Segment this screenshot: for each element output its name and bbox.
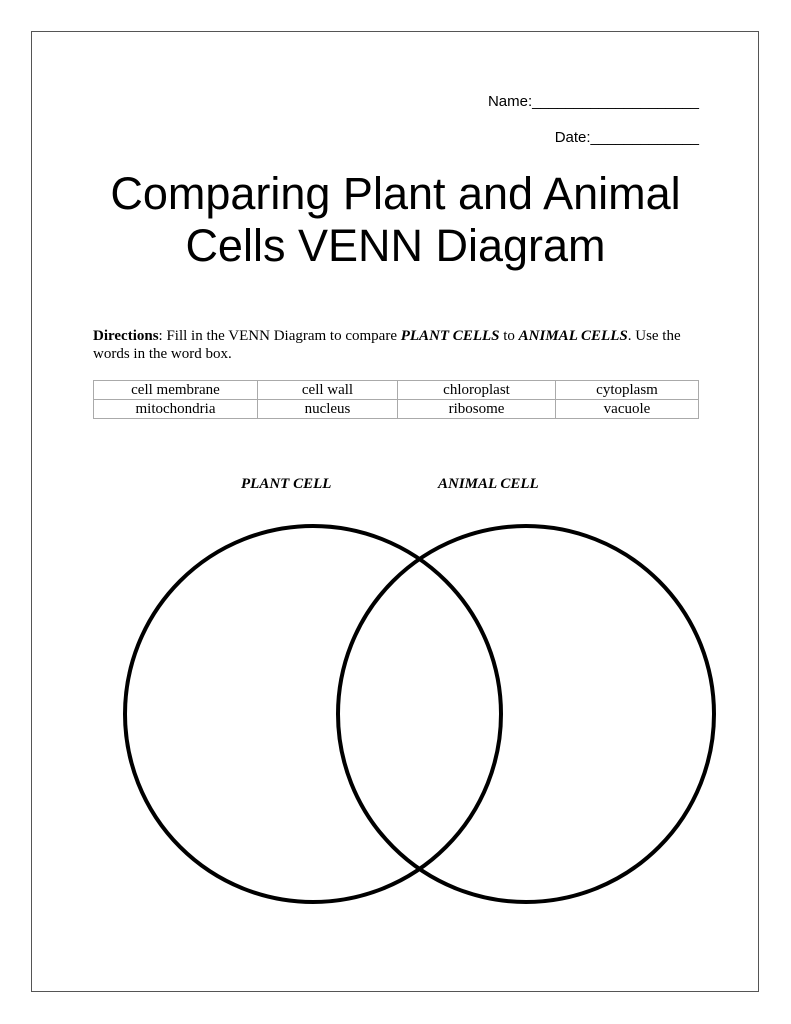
directions-text-2: to [499,328,519,344]
word-cell: chloroplast [398,381,556,400]
word-cell: cell membrane [94,381,258,400]
title-line-2: Cells VENN Diagram [185,220,606,271]
word-cell: ribosome [398,400,556,419]
plant-cell-circle [125,526,501,902]
date-field[interactable]: Date:_____________ [554,129,699,146]
directions-text-1: : Fill in the VENN Diagram to compare [158,328,401,344]
name-field[interactable]: Name:____________________ [487,93,699,110]
word-cell: nucleus [258,400,398,419]
directions-plant: PLANT CELLS [400,328,500,344]
word-cell: vacuole [556,400,699,419]
directions-label: Directions [93,328,159,344]
animal-cell-label: ANIMAL CELL [438,476,539,492]
plant-cell-label: PLANT CELL [241,476,332,492]
animal-cell-circle [338,526,714,902]
word-cell: mitochondria [94,400,258,419]
title-line-1: Comparing Plant and Animal [110,168,681,219]
word-cell: cytoplasm [556,381,699,400]
directions-animal: ANIMAL CELLS [518,328,628,344]
directions-text-3: . Use the words in the word box. [93,328,681,362]
word-cell: cell wall [258,381,398,400]
